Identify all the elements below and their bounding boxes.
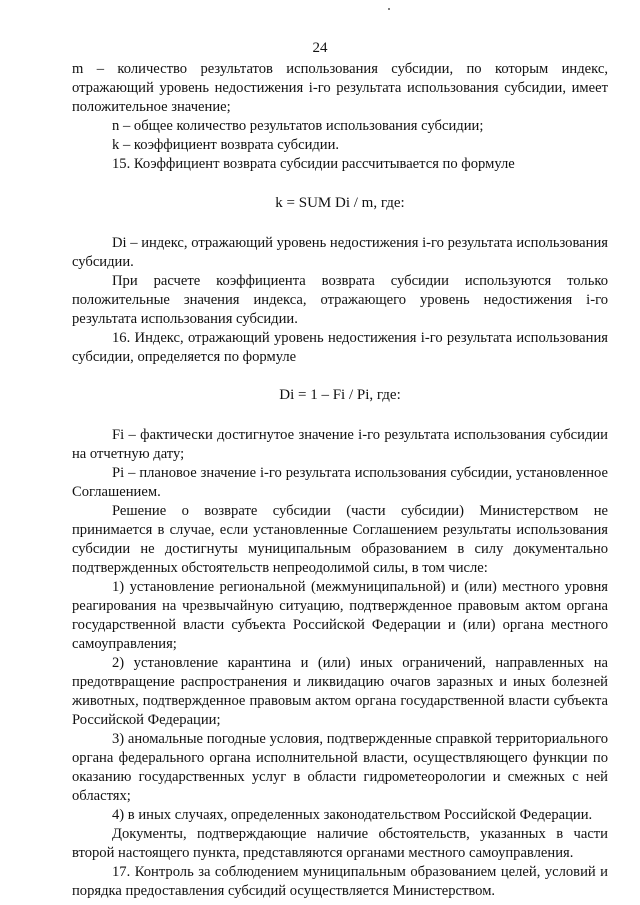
paragraph-n-definition: n – общее количество результатов использования субсидии; bbox=[112, 118, 484, 134]
formula-di: Di = 1 – Fi / Pi, где: bbox=[279, 387, 401, 403]
document-body bbox=[72, 60, 608, 901]
list-item-2: 2) установление карантина и (или) иных ограничений, направленных на предотвращение распространения и ликвидацию очагов заразных и иных болезней животных, подтвержденное правовым актом органа государственной власти субъекта Российской Федерации; bbox=[72, 655, 608, 728]
list-item-4: 4) в иных случаях, определенных законодательством Российской Федерации. bbox=[112, 807, 593, 823]
paragraph-return-decision: Решение о возврате субсидии (части субсидии) Министерством не принимается в случае, если установленные Соглашением результаты использования субсидии не достигнуты муниципальным образованием в силу документально подтвержденных обстоятельств непреодолимой силы, в том числе: bbox=[72, 503, 608, 576]
list-item-1: 1) установление региональной (межмуниципальной) и (или) местного уровня реагирования на чрезвычайную ситуацию, подтвержденное правовым актом органа государственной власти субъекта Российской Федерации и (или) органа местного самоуправления; bbox=[72, 579, 608, 652]
paragraph-di-definition: Di – индекс, отражающий уровень недостижения i-го результата использования субсидии. bbox=[72, 235, 608, 270]
scan-speck bbox=[388, 8, 390, 10]
paragraph-k-definition: k – коэффициент возврата субсидии. bbox=[112, 137, 340, 153]
paragraph-positive-values: При расчете коэффициента возврата субсидии используются только положительные значения индекса, отражающего уровень недостижения i-го результата использования субсидии. bbox=[72, 273, 608, 327]
paragraph-item-17: 17. Контроль за соблюдением муниципальным образованием целей, условий и порядка предоставления субсидий осуществляется Министерством. bbox=[72, 864, 608, 899]
list-item-3: 3) аномальные погодные условия, подтвержденные справкой территориального органа федерального органа исполнительной власти, осуществляющего функции по оказанию государственных услуг в области гидрометеорологии и смежных с ней областях; bbox=[72, 731, 608, 804]
paragraph-item-16: 16. Индекс, отражающий уровень недостижения i-го результата использования субсидии, определяется по формуле bbox=[72, 330, 608, 365]
formula-k: k = SUM Di / m, где: bbox=[275, 195, 405, 211]
paragraph-fi-definition: Fi – фактически достигнутое значение i-го результата использования субсидии на отчетную дату; bbox=[72, 427, 608, 462]
paragraph-item-15: 15. Коэффициент возврата субсидии рассчитывается по формуле bbox=[112, 156, 515, 172]
paragraph-pi-definition: Pi – плановое значение i-го результата использования субсидии, установленное Соглашением. bbox=[72, 465, 608, 500]
page-number: 24 bbox=[312, 40, 328, 56]
paragraph-documents: Документы, подтверждающие наличие обстоятельств, указанных в части второй настоящего пункта, представляются органами местного самоуправления. bbox=[72, 826, 608, 861]
paragraph-m-definition: m – количество результатов использования субсидии, по которым индекс, отражающий уровень недостижения i-го результата использования субсидии, имеет положительное значение; bbox=[72, 61, 608, 115]
